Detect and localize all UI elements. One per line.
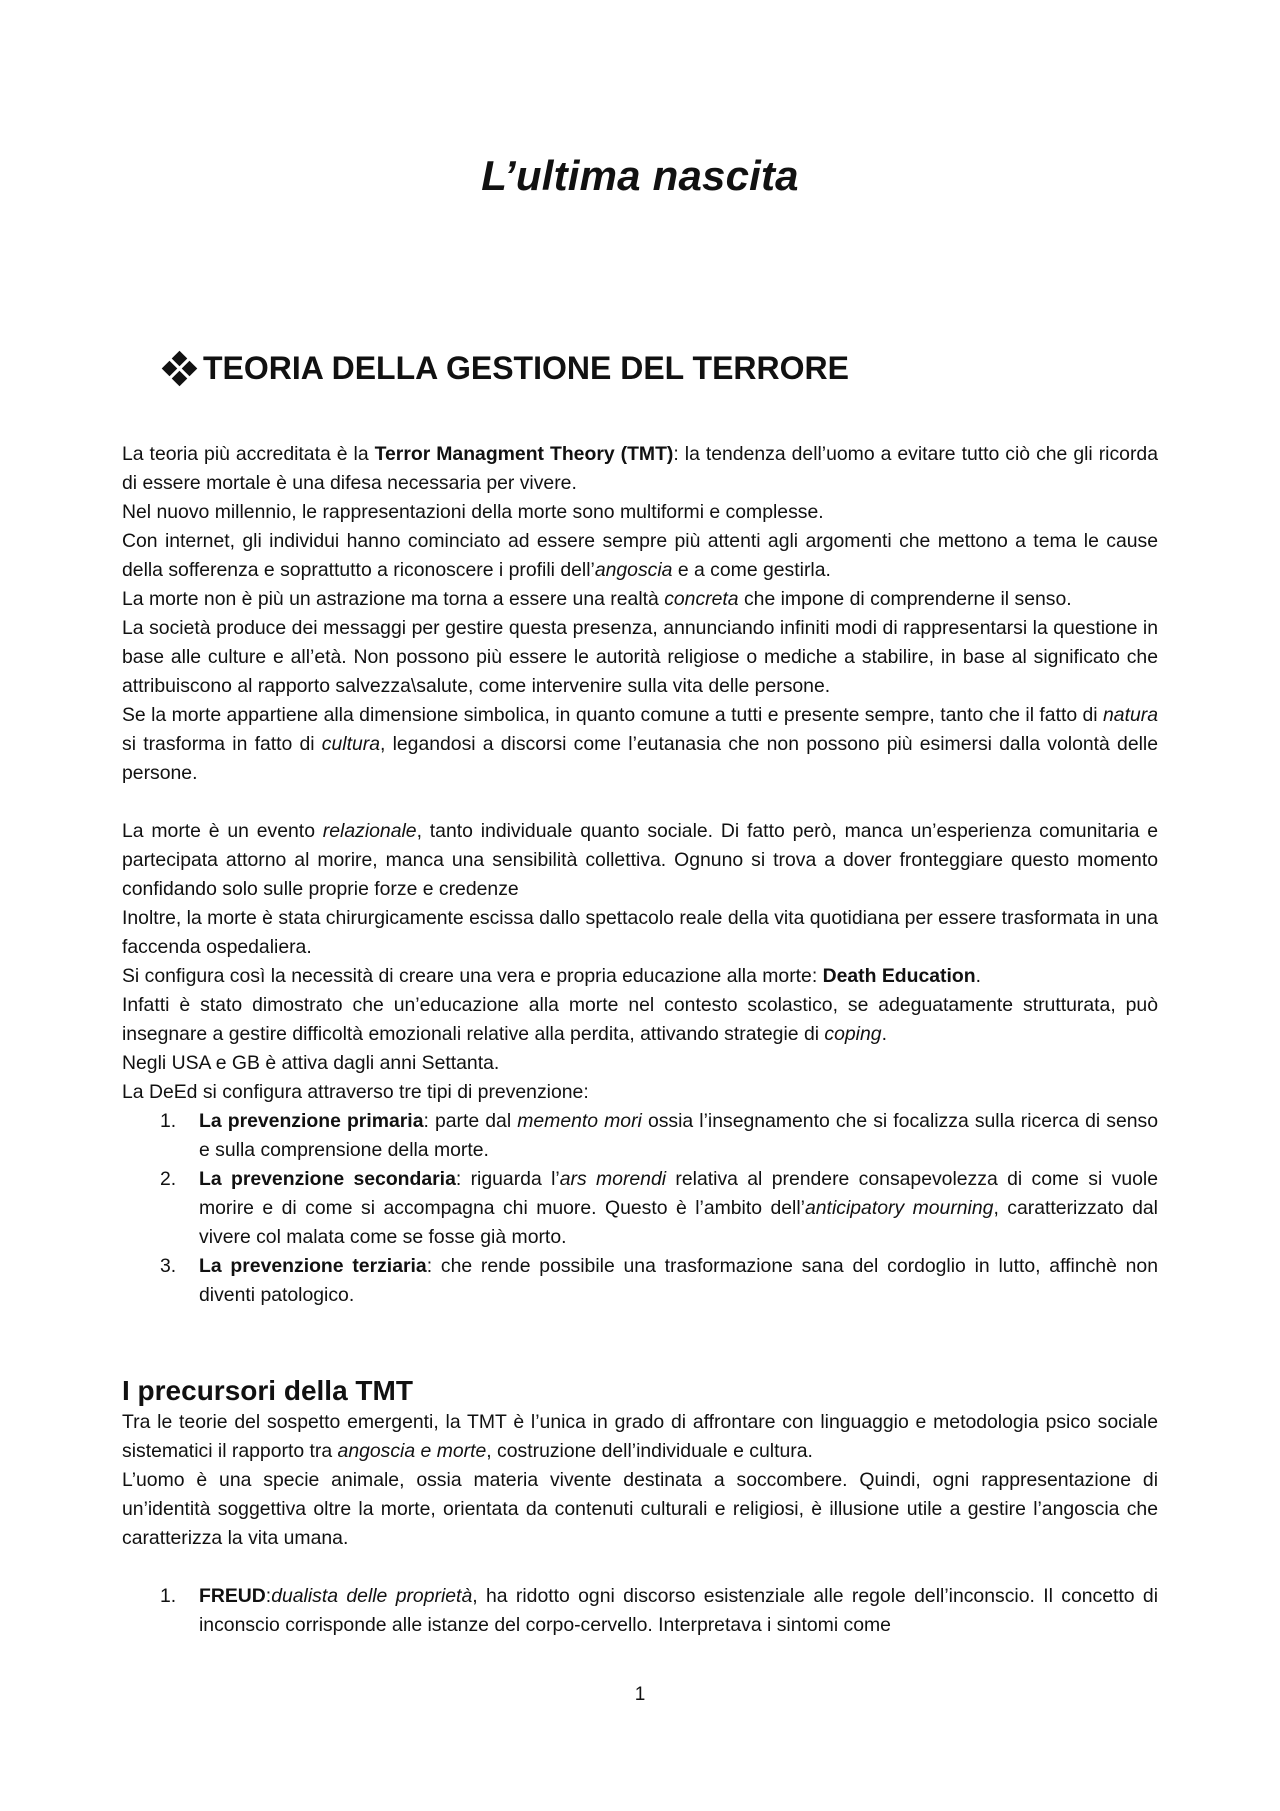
paragraph: Infatti è stato dimostrato che un’educazione alla morte nel contesto scolastico, se adeguatamente strutturata, può insegnare a gestire difficoltà emozionali relative alla perdita, attivando strategie di coping. <box>122 994 1158 1045</box>
paragraph: La società produce dei messaggi per gestire questa presenza, annunciando infiniti modi di rappresentarsi la questione in base alle culture e all’età. Non possono più essere le autorità religiose o mediche a stabilire, in base al significato che attribuiscono al rapporto salvezza\salute, come intervenire sulla vita delle persone. <box>122 617 1158 697</box>
four-diamond-bullet-icon <box>163 352 197 386</box>
paragraph: Inoltre, la morte è stata chirurgicamente escissa dallo spettacolo reale della vita quotidiana per essere trasformata in una faccenda ospedaliera. <box>122 907 1158 958</box>
paragraph: Se la morte appartiene alla dimensione simbolica, in quanto comune a tutti e presente sempre, tanto che il fatto di natura si trasforma in fatto di cultura, legandosi a discorsi come l’eutanasia che non possono più esimersi dalla volontà delle persone. <box>122 704 1158 784</box>
prevention-list <box>122 1107 1158 1310</box>
paragraph: Negli USA e GB è attiva dagli anni Settanta. <box>122 1052 500 1074</box>
paragraph: L’uomo è una specie animale, ossia materia vivente destinata a soccombere. Quindi, ogni rappresentazione di un’identità soggettiva oltre la morte, orientata da contenuti culturali e religiosi, è illusione utile a gestire l’angoscia che caratterizza la vita umana. <box>122 1469 1158 1549</box>
paragraph: La morte non è più un astrazione ma torna a essere una realtà concreta che impone di comprenderne il senso. <box>122 588 1072 610</box>
section-heading-text: TEORIA DELLA GESTIONE DEL TERRORE <box>203 350 849 386</box>
section-heading-terror-management <box>163 350 849 387</box>
page-number: 1 <box>634 1684 646 1705</box>
precursors-list <box>122 1582 1158 1640</box>
document-title: L’ultima nascita <box>481 152 799 199</box>
paragraph: Tra le teorie del sospetto emergenti, la TMT è l’unica in grado di affrontare con linguaggio e metodologia psico sociale sistematici il rapporto tra angoscia e morte, costruzione dell’individuale e cultura. <box>122 1411 1158 1462</box>
paragraph: Nel nuovo millennio, le rappresentazioni della morte sono multiformi e complesse. <box>122 501 824 523</box>
document-body <box>122 440 1158 1640</box>
paragraph: La morte è un evento relazionale, tanto individuale quanto sociale. Di fatto però, manca un’esperienza comunitaria e partecipata attorno al morire, manca una sensibilità collettiva. Ognuno si trova a dover fronteggiare questo momento confidando solo sulle proprie forze e credenze <box>122 820 1158 900</box>
paragraph: La teoria più accreditata è la Terror Managment Theory (TMT): la tendenza dell’uomo a evitare tutto ciò che gli ricorda di essere mortale è una difesa necessaria per vivere. <box>122 443 1158 494</box>
section-heading-precursors: I precursori della TMT <box>122 1375 413 1406</box>
list-item: 2. La prevenzione secondaria: riguarda l’ars morendi relativa al prendere consapevolezza di come si vuole morire e di come si accompagna chi muore. Questo è l’ambito dell’anticipatory mourning, caratterizzato dal vivere col malata come se fosse già morto. <box>160 1168 1158 1248</box>
paragraph: Si configura così la necessità di creare una vera e propria educazione alla morte: Death Education. <box>122 965 981 987</box>
list-item: 1. La prevenzione primaria: parte dal memento mori ossia l’insegnamento che si focalizza sulla ricerca di senso e sulla comprensione della morte. <box>160 1110 1158 1161</box>
paragraph: La DeEd si configura attraverso tre tipi di prevenzione: <box>122 1081 589 1103</box>
list-item: 3. La prevenzione terziaria: che rende possibile una trasformazione sana del cordoglio in lutto, affinchè non diventi patologico. <box>160 1255 1158 1306</box>
paragraph: Con internet, gli individui hanno cominciato ad essere sempre più attenti agli argomenti che mettono a tema le cause della sofferenza e soprattutto a riconoscere i profili dell’angoscia e a come gestirla. <box>122 530 1158 581</box>
list-item: 1. FREUD:dualista delle proprietà, ha ridotto ogni discorso esistenziale alle regole dell’inconscio. Il concetto di inconscio corrisponde alle istanze del corpo-cervello. Interpretava i sintomi come <box>160 1585 1159 1636</box>
